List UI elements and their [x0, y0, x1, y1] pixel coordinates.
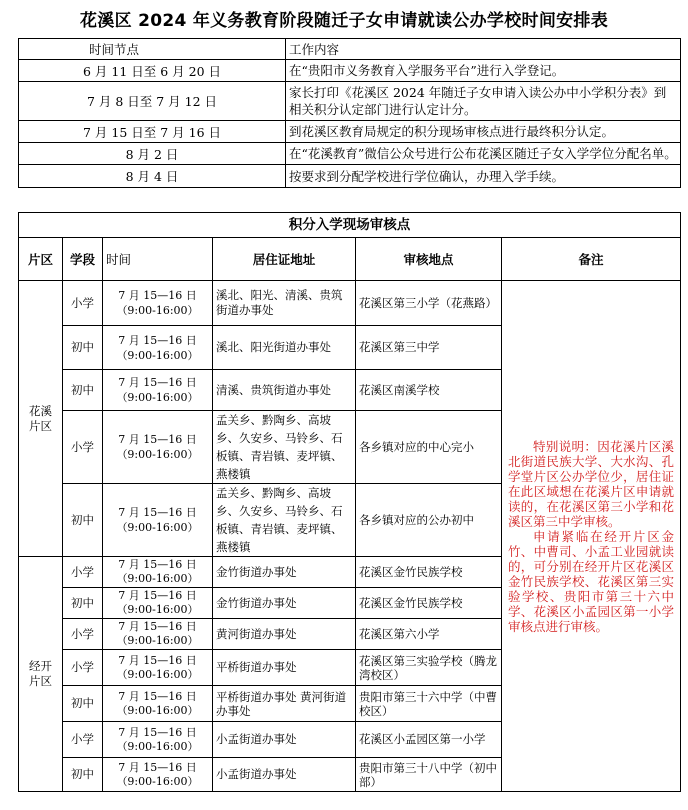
remark-para-1: 特别说明：因花溪片区溪北街道民族大学、大水沟、孔学堂片区公办学位少，居住证在此区域想在花溪片区申请就读的，在花溪区第三小学和花溪区第三中学审核。	[508, 438, 674, 529]
row-time	[103, 686, 213, 722]
schedule-header-row	[19, 39, 681, 60]
row-location: 花溪区小孟园区第一小学	[356, 722, 502, 758]
schedule-time: 7 月 8 日至 7 月 12 日	[19, 82, 286, 121]
schedule-header-time: 时间节点	[19, 39, 286, 60]
schedule-row	[19, 82, 681, 121]
row-residence: 平桥街道办事处	[213, 650, 356, 686]
header-location: 审核地点	[356, 238, 502, 281]
review-row	[19, 281, 681, 326]
schedule-time: 6 月 11 日至 6 月 20 日	[19, 60, 286, 82]
row-residence: 小孟街道办事处	[213, 758, 356, 792]
row-stage: 初中	[63, 686, 103, 722]
row-time	[103, 588, 213, 619]
schedule-content: 按要求到分配学校进行学位确认，办理入学手续。	[286, 165, 681, 188]
row-time	[103, 326, 213, 370]
row-hours: （9:00-16:00）	[116, 391, 199, 404]
remark-para-2: 申请紧临在经开片区金竹、中曹司、小孟工业园就读的，可分别在经开片区花溪区金竹民族学校、花溪区第三实验学校、贵阳市第三十六中学、花溪区小孟园区第一小学审核点进行审核。	[508, 528, 674, 634]
row-location: 花溪区第三小学（花燕路）	[356, 281, 502, 326]
row-hours: （9:00-16:00）	[116, 348, 199, 362]
row-date: 7 月 15—16 日	[118, 689, 197, 703]
row-time	[103, 557, 213, 588]
row-time	[103, 370, 213, 411]
schedule-row	[19, 121, 681, 143]
row-time	[103, 619, 213, 650]
row-location: 贵阳市第三十六中学（中曹校区）	[356, 686, 502, 722]
row-hours: （9:00-16:00）	[116, 521, 199, 534]
row-time	[103, 411, 213, 484]
row-date: 7 月 15—16 日	[118, 506, 197, 519]
schedule-content: 在“花溪教育”微信公众号进行公布花溪区随迁子女入学学位分配名单。	[286, 143, 681, 165]
schedule-table	[18, 38, 681, 188]
row-hours: （9:00-16:00）	[116, 304, 199, 317]
row-stage: 小学	[63, 722, 103, 758]
row-location: 花溪区第三实验学校（腾龙湾校区）	[356, 650, 502, 686]
row-hours: （9:00-16:00）	[116, 774, 199, 788]
schedule-time: 8 月 2 日	[19, 143, 286, 165]
remark-note	[502, 281, 681, 792]
row-stage: 初中	[63, 326, 103, 370]
schedule-content: 家长打印《花溪区 2024 年随迁子女申请入读公办中小学积分表》到相关积分认定部门进行认定计分。	[286, 82, 681, 121]
review-table	[18, 212, 681, 792]
schedule-row	[19, 165, 681, 188]
row-hours: （9:00-16:00）	[116, 703, 199, 717]
row-date: 7 月 15—16 日	[118, 558, 197, 571]
row-date: 7 月 15—16 日	[118, 433, 197, 446]
row-location: 花溪区第六小学	[356, 619, 502, 650]
row-residence: 孟关乡、黔陶乡、高坡乡、久安乡、马铃乡、石板镇、青岩镇、麦坪镇、燕楼镇	[213, 411, 356, 484]
row-stage: 小学	[63, 650, 103, 686]
row-residence: 孟关乡、黔陶乡、高坡乡、久安乡、马铃乡、石板镇、青岩镇、麦坪镇、燕楼镇	[213, 484, 356, 557]
area-jingkai: 经开片区	[19, 557, 63, 792]
row-hours: （9:00-16:00）	[116, 634, 199, 647]
review-section-row	[19, 213, 681, 238]
row-stage: 初中	[63, 370, 103, 411]
row-stage: 小学	[63, 619, 103, 650]
row-time	[103, 484, 213, 557]
schedule-time: 8 月 4 日	[19, 165, 286, 188]
row-hours: （9:00-16:00）	[116, 667, 199, 681]
row-hours: （9:00-16:00）	[116, 572, 199, 585]
row-residence: 金竹街道办事处	[213, 557, 356, 588]
header-stage: 学段	[63, 238, 103, 281]
row-hours: （9:00-16:00）	[116, 603, 199, 616]
row-hours: （9:00-16:00）	[116, 448, 199, 461]
row-time	[103, 758, 213, 792]
review-header-row	[19, 238, 681, 281]
schedule-content: 到花溪区教育局规定的积分现场审核点进行最终积分认定。	[286, 121, 681, 143]
row-date: 7 月 15—16 日	[118, 289, 197, 302]
row-date: 7 月 15—16 日	[118, 653, 197, 667]
schedule-content: 在“贵阳市义务教育入学服务平台”进行入学登记。	[286, 60, 681, 82]
header-remark: 备注	[502, 238, 681, 281]
row-location: 花溪区金竹民族学校	[356, 557, 502, 588]
row-location: 花溪区第三中学	[356, 326, 502, 370]
row-residence: 小孟街道办事处	[213, 722, 356, 758]
row-stage: 初中	[63, 484, 103, 557]
row-date: 7 月 15—16 日	[118, 376, 197, 389]
row-residence: 黄河街道办事处	[213, 619, 356, 650]
row-stage: 小学	[63, 557, 103, 588]
row-hours: （9:00-16:00）	[116, 739, 199, 753]
header-area: 片区	[19, 238, 63, 281]
row-residence: 溪北、阳光街道办事处	[213, 326, 356, 370]
row-location: 各乡镇对应的中心完小	[356, 411, 502, 484]
row-stage: 初中	[63, 588, 103, 619]
row-time	[103, 281, 213, 326]
row-stage: 初中	[63, 758, 103, 792]
row-date: 7 月 15—16 日	[118, 760, 197, 774]
row-date: 7 月 15—16 日	[118, 725, 197, 739]
row-residence: 平桥街道办事处 黄河街道办事处	[213, 686, 356, 722]
row-residence: 溪北、阳光、清溪、贵筑街道办事处	[213, 281, 356, 326]
schedule-row	[19, 60, 681, 82]
schedule-time: 7 月 15 日至 7 月 16 日	[19, 121, 286, 143]
row-time	[103, 650, 213, 686]
header-residence: 居住证地址	[213, 238, 356, 281]
row-stage: 小学	[63, 281, 103, 326]
header-time: 时间	[103, 238, 213, 281]
row-location: 花溪区金竹民族学校	[356, 588, 502, 619]
row-location: 各乡镇对应的公办初中	[356, 484, 502, 557]
row-time	[103, 722, 213, 758]
review-section-title: 积分入学现场审核点	[19, 213, 681, 238]
schedule-header-content: 工作内容	[286, 39, 681, 60]
row-date: 7 月 15—16 日	[118, 589, 197, 602]
row-location: 贵阳市第三十八中学（初中部）	[356, 758, 502, 792]
row-residence: 清溪、贵筑街道办事处	[213, 370, 356, 411]
row-date: 7 月 15—16 日	[118, 620, 197, 633]
row-residence: 金竹街道办事处	[213, 588, 356, 619]
schedule-row	[19, 143, 681, 165]
area-huaxi: 花溪片区	[19, 281, 63, 557]
row-location: 花溪区南溪学校	[356, 370, 502, 411]
row-stage: 小学	[63, 411, 103, 484]
row-date: 7 月 15—16 日	[118, 333, 197, 347]
page-title: 花溪区 2024 年义务教育阶段随迁子女申请就读公办学校时间安排表	[79, 11, 609, 31]
